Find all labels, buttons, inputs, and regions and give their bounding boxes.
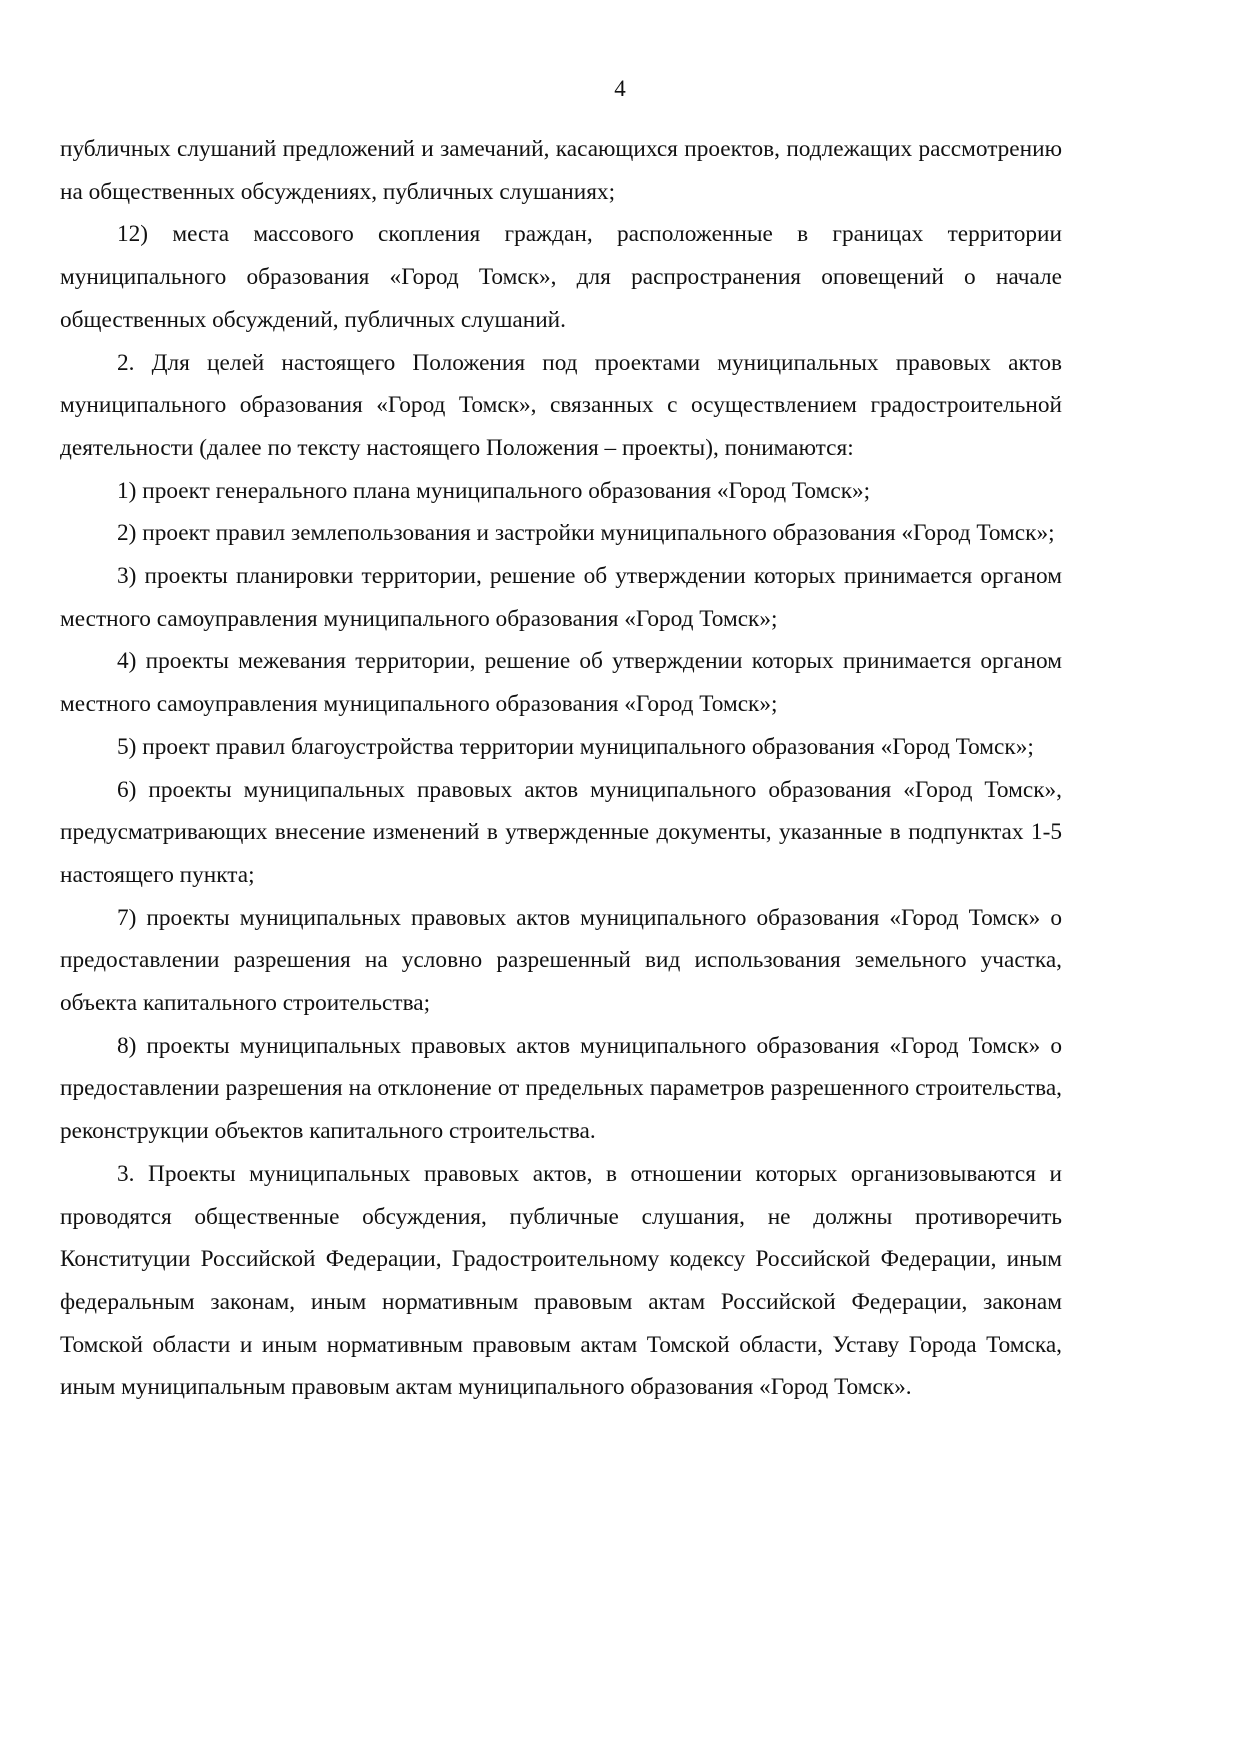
paragraph-item-2: 2) проект правил землепользования и застройки муниципального образования «Город Томск»;	[117, 520, 1055, 547]
paragraph-item-5: 5) проект правил благоустройства территории муниципального образования «Город Томск»;	[117, 733, 1034, 760]
paragraph-section-2: 2. Для целей настоящего Положения под проектами муниципальных правовых актов муниципального образования «Город Томск», связанных с осуществлением градостроительной деятельности (далее по тексту настоящего Положения – проекты), понимаются:	[60, 349, 1062, 461]
paragraph-section-3: 3. Проекты муниципальных правовых актов, в отношении которых организовываются и проводятся общественные обсуждения, публичные слушания, не должны противоречить Конституции Российской Федерации, Градостроительному кодексу Российской Федерации, иным федеральным законам, иным нормативным правовым актам Российской Федерации, законам Томской области и иным нормативным правовым актам Томской области, Уставу Города Томска, иным муниципальным правовым актам муниципального образования «Город Томск».	[60, 1160, 1062, 1401]
document-body	[60, 128, 1062, 1409]
paragraph-item-6: 6) проекты муниципальных правовых актов муниципального образования «Город Томск», предусматривающих внесение изменений в утвержденные документы, указанные в подпунктах 1-5 настоящего пункта;	[60, 776, 1062, 888]
paragraph-item-8: 8) проекты муниципальных правовых актов муниципального образования «Город Томск» о предоставлении разрешения на отклонение от предельных параметров разрешенного строительства, реконструкции объектов капитального строительства.	[60, 1032, 1062, 1145]
paragraph-item-3: 3) проекты планировки территории, решение об утверждении которых принимается органом местного самоуправления муниципального образования «Город Томск»;	[60, 563, 1062, 632]
paragraph-item-7: 7) проекты муниципальных правовых актов муниципального образования «Город Томск» о предоставлении разрешения на условно разрешенный вид использования земельного участка, объекта капитального строительства;	[60, 904, 1062, 1017]
paragraph-item-4: 4) проекты межевания территории, решение об утверждении которых принимается органом местного самоуправления муниципального образования «Город Томск»;	[60, 648, 1062, 718]
paragraph-continuation: публичных слушаний предложений и замечаний, касающихся проектов, подлежащих рассмотрению на общественных обсуждениях, публичных слушаниях;	[60, 136, 1062, 205]
page-number: 4	[614, 76, 626, 101]
paragraph-item-12: 12) места массового скопления граждан, расположенные в границах территории муниципального образования «Город Томск», для распространения оповещений о начале общественных обсуждений, публичных слушаний.	[60, 221, 1062, 333]
paragraph-item-1: 1) проект генерального плана муниципального образования «Город Томск»;	[117, 477, 871, 504]
